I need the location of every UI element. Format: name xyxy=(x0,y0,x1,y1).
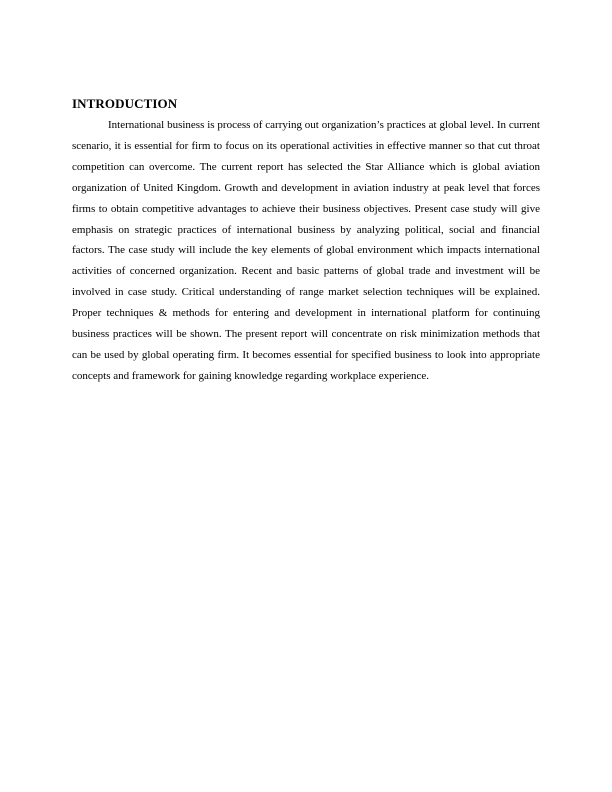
page-content xyxy=(72,96,540,387)
introduction-paragraph: International business is process of carrying out organization’s practices at global level. In current scenario, it is essential for firm to focus on its operational activities in effective manner so that cut throat competition can overcome. The current report has selected the Star Alliance which is global aviation organization of United Kingdom. Growth and development in aviation industry at peak level that forces firms to obtain competitive advantages to achieve their business objectives. Present case study will give emphasis on strategic practices of international business by analyzing political, social and financial factors. The case study will include the key elements of global environment which impacts international activities of concerned organization. Recent and basic patterns of global trade and investment will be involved in case study. Critical understanding of range market selection techniques will be explained. Proper techniques & methods for entering and development in international platform for continuing business practices will be shown. The present report will concentrate on risk minimization methods that can be used by global operating firm. It becomes essential for specified business to look into appropriate concepts and framework for gaining knowledge regarding workplace experience. xyxy=(72,119,540,382)
section-heading: INTRODUCTION xyxy=(72,96,178,111)
